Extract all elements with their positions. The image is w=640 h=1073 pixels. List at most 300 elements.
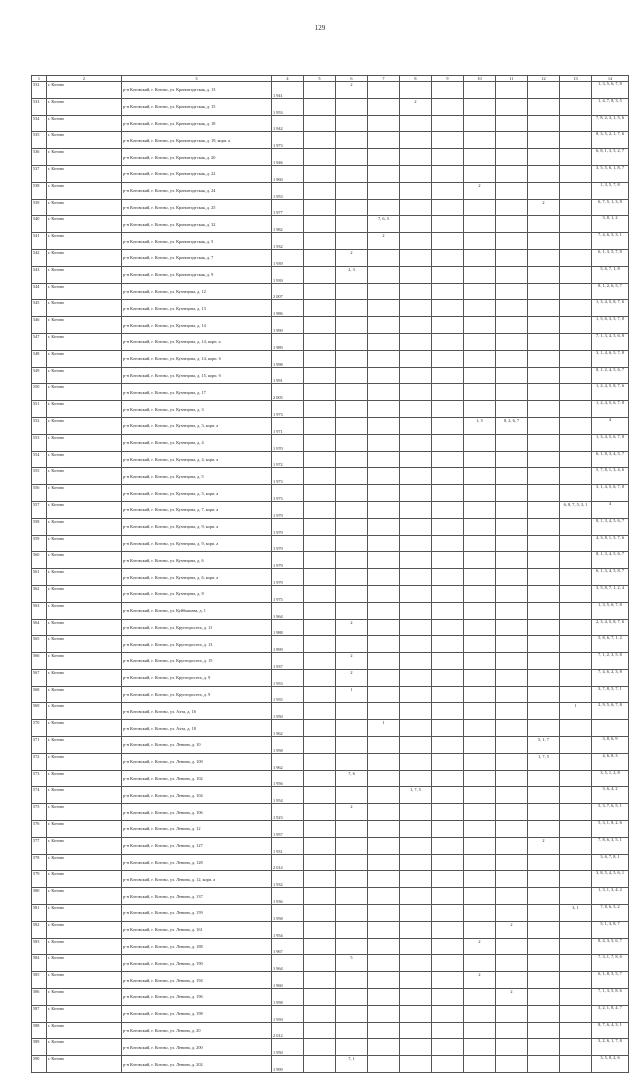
table-cell: [400, 149, 432, 166]
table-cell: г. Котово: [47, 98, 122, 115]
table-row: [32, 367, 629, 384]
table-cell: 2: [336, 804, 368, 821]
table-cell: 2: [336, 653, 368, 670]
table-cell: [336, 115, 368, 132]
table-row: [32, 669, 629, 686]
table-cell: р-н Котовский, г. Котово, ул. Кронштадтская, д. 20: [122, 149, 272, 166]
table-cell: [464, 98, 496, 115]
table-cell: 2: [336, 82, 368, 99]
table-cell: [368, 384, 400, 401]
table-cell: [560, 199, 592, 216]
table-cell: [560, 417, 592, 434]
table-cell: [496, 199, 528, 216]
table-cell: [496, 1022, 528, 1039]
table-cell: [368, 569, 400, 586]
table-cell: [496, 233, 528, 250]
table-cell: [368, 501, 400, 518]
table-cell: [336, 787, 368, 804]
table-cell: [400, 585, 432, 602]
table-cell: [528, 417, 560, 434]
table-cell: [432, 888, 464, 905]
table-cell: р-н Котовский, г. Котово, ул. Кузнецова, д. 5, корп. а: [122, 485, 272, 502]
table-cell: 2 014: [272, 854, 304, 871]
table-cell: [304, 703, 336, 720]
table-cell: [304, 871, 336, 888]
table-cell: [464, 669, 496, 686]
table-cell: 558: [32, 518, 47, 535]
table-cell: [528, 552, 560, 569]
table-cell: [432, 989, 464, 1006]
table-cell: 1 970: [272, 434, 304, 451]
table-cell: [464, 1022, 496, 1039]
table-cell: [304, 653, 336, 670]
table-cell: р-н Котовский, г. Котово, ул. Ленина, д. 12, корп. а: [122, 871, 272, 888]
table-cell: р-н Котовский, г. Котово, ул. Ленина, д. 20: [122, 1022, 272, 1039]
table-cell: [560, 854, 592, 871]
table-cell: [304, 132, 336, 149]
table-cell: 1 999: [272, 1056, 304, 1073]
table-cell: р-н Котовский, г. Котово, ул. Кронштадтская, д. 19, корп. а: [122, 132, 272, 149]
table-cell: 3, 7, 8, 5, 7, 1: [592, 686, 629, 703]
table-cell: [464, 569, 496, 586]
table-row: [32, 501, 629, 518]
table-cell: 550: [32, 384, 47, 401]
table-cell: [368, 132, 400, 149]
table-cell: [464, 955, 496, 972]
table-cell: р-н Котовский, г. Котово, ул. Кузнецова, д. 14: [122, 317, 272, 334]
table-cell: [368, 619, 400, 636]
table-cell: 5, 3, 1, 8, 2, 6: [592, 821, 629, 838]
table-row: [32, 535, 629, 552]
table-cell: [496, 585, 528, 602]
table-cell: [400, 1056, 432, 1073]
table-cell: 1 941: [272, 82, 304, 99]
table-cell: [432, 535, 464, 552]
table-cell: [432, 82, 464, 99]
table-cell: [464, 115, 496, 132]
table-cell: [528, 585, 560, 602]
table-cell: [368, 518, 400, 535]
table-cell: 1, 2, 4, 5, 6, 7, 8: [592, 401, 629, 418]
table-cell: 5, 6, 7, 1, 8: [592, 266, 629, 283]
table-cell: [432, 938, 464, 955]
table-row: [32, 401, 629, 418]
table-cell: г. Котово: [47, 686, 122, 703]
column-header: 11: [496, 76, 528, 82]
table-cell: 553: [32, 434, 47, 451]
table-cell: г. Котово: [47, 552, 122, 569]
table-cell: [464, 82, 496, 99]
table-cell: [304, 787, 336, 804]
table-cell: 1 979: [272, 552, 304, 569]
table-cell: г. Котово: [47, 636, 122, 653]
table-cell: г. Котово: [47, 434, 122, 451]
table-row: [32, 686, 629, 703]
table-cell: [496, 602, 528, 619]
table-cell: г. Котово: [47, 602, 122, 619]
table-cell: г. Котово: [47, 921, 122, 938]
table-cell: 551: [32, 401, 47, 418]
table-cell: 7, 8, 2, 3, 1, 5, 6: [592, 115, 629, 132]
table-cell: [304, 753, 336, 770]
table-cell: [400, 485, 432, 502]
table-cell: [464, 837, 496, 854]
table-cell: [304, 182, 336, 199]
table-cell: 1 971: [272, 417, 304, 434]
table-cell: р-н Котовский, г. Котово, ул. Ленина, д. 161: [122, 921, 272, 938]
table-cell: [304, 737, 336, 754]
table-cell: р-н Котовский, г. Котово, ул. Ахта, д. 16: [122, 703, 272, 720]
table-cell: 2: [528, 199, 560, 216]
table-cell: 1 991: [272, 367, 304, 384]
table-cell: [304, 888, 336, 905]
table-cell: г. Котово: [47, 266, 122, 283]
table-cell: [464, 871, 496, 888]
table-cell: [464, 367, 496, 384]
table-cell: г. Котово: [47, 804, 122, 821]
table-cell: [368, 535, 400, 552]
table-cell: 4: [592, 501, 629, 518]
table-cell: [464, 1056, 496, 1073]
table-cell: [432, 1005, 464, 1022]
table-cell: [464, 317, 496, 334]
table-cell: 7, 1: [336, 1056, 368, 1073]
table-cell: р-н Котовский, г. Котово, ул. Кузнецова, д. 15, корп. б: [122, 367, 272, 384]
table-cell: [496, 653, 528, 670]
table-cell: [496, 905, 528, 922]
table-cell: [496, 165, 528, 182]
table-row: [32, 417, 629, 434]
table-cell: [496, 619, 528, 636]
table-cell: [400, 552, 432, 569]
table-row: [32, 317, 629, 334]
table-cell: 7, 4, 6, 5, 3, 1: [592, 233, 629, 250]
table-cell: 573: [32, 770, 47, 787]
table-cell: [368, 837, 400, 854]
table-cell: [336, 216, 368, 233]
table-cell: р-н Котовский, г. Котово, ул. Ленина, д. 137: [122, 888, 272, 905]
table-cell: 555: [32, 468, 47, 485]
table-cell: [560, 367, 592, 384]
table-cell: [496, 266, 528, 283]
table-cell: [400, 266, 432, 283]
table-cell: [496, 535, 528, 552]
table-cell: [304, 821, 336, 838]
table-cell: г. Котово: [47, 720, 122, 737]
table-cell: 1 989: [272, 333, 304, 350]
table-cell: 5: [336, 955, 368, 972]
table-cell: 539: [32, 199, 47, 216]
table-cell: [496, 468, 528, 485]
table-row: [32, 955, 629, 972]
table-cell: [528, 317, 560, 334]
table-cell: [464, 216, 496, 233]
table-cell: 537: [32, 165, 47, 182]
table-cell: 1 950: [272, 1039, 304, 1056]
table-cell: [400, 636, 432, 653]
table-cell: р-н Котовский, г. Котово, ул. Кузнецова, д. 14, корп. б: [122, 350, 272, 367]
table-cell: р-н Котовский, г. Котово, ул. Кузнецова, д. 9, корп. а: [122, 518, 272, 535]
table-cell: 1 932: [272, 871, 304, 888]
table-cell: 583: [32, 938, 47, 955]
table-cell: [432, 569, 464, 586]
table-cell: р-н Котовский, г. Котово, ул. Крупторосета, д. 9: [122, 669, 272, 686]
table-cell: р-н Котовский, г. Котово, ул. Ленина, д. 100: [122, 753, 272, 770]
table-cell: [304, 636, 336, 653]
table-cell: [336, 753, 368, 770]
table-cell: [528, 165, 560, 182]
table-cell: [560, 1022, 592, 1039]
table-cell: 569: [32, 703, 47, 720]
table-cell: [528, 115, 560, 132]
table-cell: [432, 669, 464, 686]
table-cell: [400, 417, 432, 434]
table-cell: [496, 367, 528, 384]
table-cell: [368, 417, 400, 434]
table-cell: [528, 787, 560, 804]
table-cell: 8, 4, 3, 5, 6, 7: [592, 938, 629, 955]
table-cell: [528, 955, 560, 972]
table-cell: 5, 7, 8, 1, 3, 4, 6: [592, 468, 629, 485]
table-cell: 6, 1, 8, 5, 5, 7: [592, 972, 629, 989]
table-cell: [400, 669, 432, 686]
table-cell: 2: [528, 837, 560, 854]
table-cell: 3, 6, 4, 2: [592, 787, 629, 804]
table-cell: 8, 3, 5, 2, 1, 7, 6: [592, 132, 629, 149]
table-cell: г. Котово: [47, 165, 122, 182]
table-cell: р-н Котовский, г. Котово, ул. Крупторосета, д. 13: [122, 636, 272, 653]
table-cell: [336, 485, 368, 502]
table-cell: [528, 770, 560, 787]
table-cell: [592, 720, 629, 737]
table-cell: г. Котово: [47, 535, 122, 552]
table-cell: [368, 669, 400, 686]
column-header: 1: [32, 76, 47, 82]
table-cell: 1 939: [272, 249, 304, 266]
table-cell: [304, 115, 336, 132]
table-cell: р-н Котовский, г. Котово, ул. Ленина, д. 200: [122, 1039, 272, 1056]
table-cell: [400, 165, 432, 182]
table-cell: 538: [32, 182, 47, 199]
table-cell: [560, 569, 592, 586]
table-cell: р-н Котовский, г. Котово, ул. Ленина, д. 128: [122, 854, 272, 871]
table-cell: 4: [592, 417, 629, 434]
table-cell: 3, 5, 1, 2, 8: [592, 770, 629, 787]
table-cell: 1, 2, 4, 5, 8, 7, 6: [592, 384, 629, 401]
table-cell: 6, 1, 3, 5, 7, 8: [592, 249, 629, 266]
table-cell: 570: [32, 720, 47, 737]
table-cell: 6, 7, 5, 1, 3, 8: [592, 199, 629, 216]
table-cell: 2: [400, 98, 432, 115]
table-cell: [496, 636, 528, 653]
table-cell: 1 954: [272, 787, 304, 804]
table-cell: р-н Котовский, г. Котово, ул. Кузнецова, д. 8: [122, 585, 272, 602]
table-cell: 563: [32, 602, 47, 619]
table-cell: [368, 636, 400, 653]
table-cell: [336, 921, 368, 938]
table-cell: [560, 1005, 592, 1022]
table-row: [32, 300, 629, 317]
table-cell: 1 956: [272, 770, 304, 787]
table-row: [32, 804, 629, 821]
table-cell: [560, 300, 592, 317]
table-cell: [528, 938, 560, 955]
table-cell: [432, 821, 464, 838]
table-cell: [496, 821, 528, 838]
table-cell: [528, 888, 560, 905]
column-header: 10: [464, 76, 496, 82]
table-row: [32, 770, 629, 787]
table-row: [32, 485, 629, 502]
table-cell: [400, 182, 432, 199]
table-cell: [496, 972, 528, 989]
table-cell: 1 942: [272, 115, 304, 132]
table-cell: [368, 737, 400, 754]
table-row: [32, 115, 629, 132]
table-row: [32, 753, 629, 770]
table-cell: [560, 283, 592, 300]
table-cell: [528, 518, 560, 535]
table-cell: [368, 821, 400, 838]
table-cell: [560, 619, 592, 636]
table-cell: 1, 3, 5, 6, 7, 8: [592, 602, 629, 619]
table-cell: [560, 552, 592, 569]
table-row: [32, 619, 629, 636]
table-cell: [368, 1056, 400, 1073]
table-cell: 6, 8, 1, 3, 5, 2, 7: [592, 149, 629, 166]
table-cell: [528, 686, 560, 703]
table-row: [32, 972, 629, 989]
column-header: 8: [400, 76, 432, 82]
table-cell: г. Котово: [47, 821, 122, 838]
table-cell: [400, 989, 432, 1006]
table-cell: [560, 938, 592, 955]
table-cell: [304, 854, 336, 871]
table-cell: 589: [32, 1039, 47, 1056]
table-cell: г. Котово: [47, 468, 122, 485]
table-cell: [368, 804, 400, 821]
table-cell: [336, 1005, 368, 1022]
table-cell: [560, 350, 592, 367]
table-cell: р-н Котовский, г. Котово, ул. Кузнецова, д. 17: [122, 384, 272, 401]
table-cell: [528, 82, 560, 99]
table-cell: [336, 905, 368, 922]
table-cell: [464, 854, 496, 871]
table-cell: [432, 367, 464, 384]
table-cell: [528, 468, 560, 485]
table-cell: [304, 602, 336, 619]
table-cell: [432, 770, 464, 787]
table-cell: [368, 485, 400, 502]
table-cell: [304, 1022, 336, 1039]
table-cell: 1 946: [272, 149, 304, 166]
table-row: [32, 283, 629, 300]
table-cell: р-н Котовский, г. Котово, ул. Кузнецова, д. 3: [122, 401, 272, 418]
table-cell: [528, 720, 560, 737]
table-cell: 540: [32, 216, 47, 233]
table-cell: [368, 989, 400, 1006]
table-cell: [528, 501, 560, 518]
table-row: [32, 905, 629, 922]
table-cell: [304, 82, 336, 99]
table-cell: [400, 451, 432, 468]
table-cell: 2, 3: [336, 266, 368, 283]
table-cell: 8, 1, 2, 4, 5, 6, 7: [592, 367, 629, 384]
table-cell: [304, 552, 336, 569]
table-cell: [432, 132, 464, 149]
table-cell: [464, 905, 496, 922]
table-cell: [368, 149, 400, 166]
table-cell: 3, 1: [560, 905, 592, 922]
table-cell: 1 931: [272, 837, 304, 854]
table-cell: [368, 283, 400, 300]
table-cell: р-н Котовский, г. Котово, ул. Ахта, д. 18: [122, 720, 272, 737]
table-cell: [400, 938, 432, 955]
table-cell: р-н Котовский, г. Котово, ул. Кузнецова, д. 7, корп. а: [122, 501, 272, 518]
table-cell: [464, 384, 496, 401]
table-cell: [400, 317, 432, 334]
table-cell: 2 005: [272, 384, 304, 401]
table-cell: 6, 8, 7, 5, 3, 1: [560, 501, 592, 518]
table-cell: [496, 249, 528, 266]
table-cell: [464, 821, 496, 838]
table-cell: [336, 501, 368, 518]
table-cell: [432, 434, 464, 451]
table-cell: [496, 115, 528, 132]
table-cell: р-н Котовский, г. Котово, ул. Ленина, д. 12: [122, 821, 272, 838]
table-cell: [560, 468, 592, 485]
table-cell: [368, 905, 400, 922]
table-cell: [528, 149, 560, 166]
table-cell: [464, 350, 496, 367]
table-cell: [336, 938, 368, 955]
table-cell: [368, 585, 400, 602]
table-cell: [432, 384, 464, 401]
table-cell: [336, 1039, 368, 1056]
table-cell: 1 986: [272, 300, 304, 317]
table-cell: г. Котово: [47, 619, 122, 636]
table-cell: [400, 283, 432, 300]
table-row: [32, 737, 629, 754]
table-cell: [432, 737, 464, 754]
table-cell: р-н Котовский, г. Котово, ул. Кронштадтская, д. 5: [122, 233, 272, 250]
table-cell: [432, 199, 464, 216]
table-cell: [336, 451, 368, 468]
table-cell: [400, 216, 432, 233]
table-cell: [368, 266, 400, 283]
table-cell: [464, 770, 496, 787]
table-cell: [368, 854, 400, 871]
table-cell: г. Котово: [47, 653, 122, 670]
table-cell: [400, 1022, 432, 1039]
table-cell: [400, 1005, 432, 1022]
table-cell: [464, 686, 496, 703]
table-cell: [560, 132, 592, 149]
table-cell: [432, 619, 464, 636]
table-cell: [528, 669, 560, 686]
table-cell: 566: [32, 653, 47, 670]
table-cell: [336, 417, 368, 434]
table-cell: [304, 350, 336, 367]
table-cell: [368, 451, 400, 468]
table-cell: [432, 216, 464, 233]
table-cell: р-н Котовский, г. Котово, ул. Кузнецова, д. 13: [122, 300, 272, 317]
table-cell: г. Котово: [47, 1039, 122, 1056]
table-cell: [304, 905, 336, 922]
table-cell: [496, 703, 528, 720]
table-cell: р-н Котовский, г. Котово, ул. Кузнецова, д. 9, корп. а: [122, 535, 272, 552]
table-cell: 8, 7, 6, 4, 3, 1: [592, 1022, 629, 1039]
